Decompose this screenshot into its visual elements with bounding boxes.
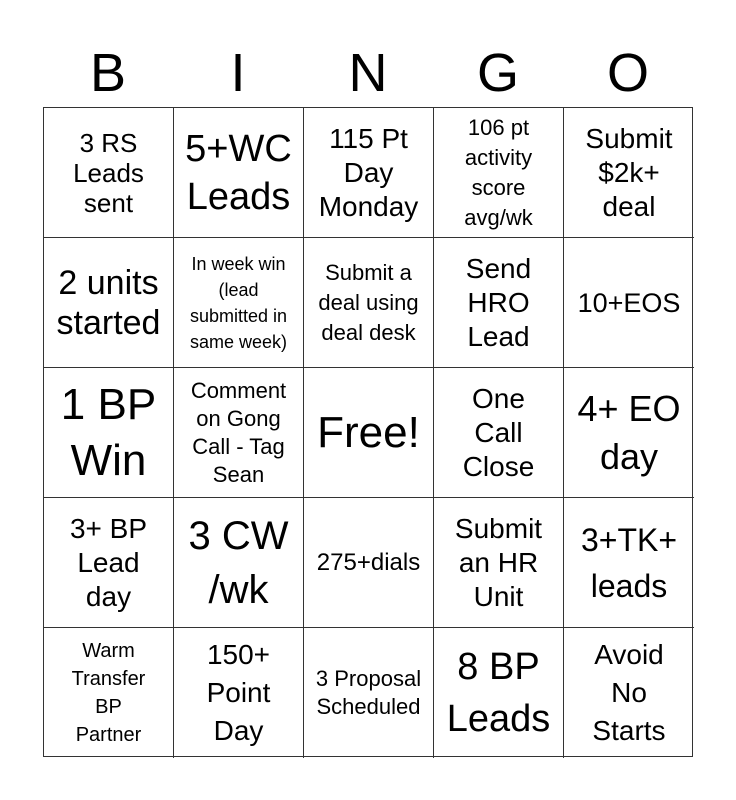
cell-text: 8 BP Leads: [446, 646, 551, 740]
bingo-cell[interactable]: [174, 108, 304, 238]
cell-text: Comment on Gong Call - Tag Sean: [190, 377, 287, 487]
bingo-cell[interactable]: [304, 108, 434, 238]
bingo-cell[interactable]: [434, 238, 564, 368]
bingo-cell[interactable]: [44, 368, 174, 498]
bingo-cell[interactable]: [304, 498, 434, 628]
bingo-cell[interactable]: [434, 498, 564, 628]
bingo-cell[interactable]: [564, 238, 694, 368]
cell-text: 3+TK+ leads: [580, 521, 678, 604]
cell-text: Warm Transfer BP Partner: [71, 640, 146, 746]
cell-text: Submit a deal using deal desk: [318, 259, 419, 345]
bingo-board: [43, 107, 693, 757]
cell-text: 2 units started: [56, 263, 161, 342]
cell-text: Submit an HR Unit: [454, 512, 543, 612]
header-letter-g: G: [476, 43, 519, 103]
header-letter-i: I: [230, 43, 246, 103]
bingo-cell[interactable]: [564, 628, 694, 758]
cell-text: Avoid No Starts: [592, 639, 666, 746]
bingo-cell[interactable]: [44, 108, 174, 238]
header-letter-b: B: [89, 43, 127, 103]
cell-text: Submit $2k+ deal: [585, 122, 673, 222]
bingo-cell[interactable]: [434, 628, 564, 758]
cell-text: 3+ BP Lead day: [69, 512, 148, 612]
bingo-cell[interactable]: [434, 108, 564, 238]
cell-text: 4+ EO day: [577, 387, 681, 477]
bingo-cell[interactable]: [564, 498, 694, 628]
bingo-cell[interactable]: [44, 628, 174, 758]
cell-text: Send HRO Lead: [465, 252, 532, 352]
bingo-cell[interactable]: [564, 108, 694, 238]
bingo-cell[interactable]: [174, 628, 304, 758]
bingo-cell[interactable]: [304, 238, 434, 368]
header-letter-n: N: [348, 43, 388, 103]
cell-text: 10+EOS: [577, 287, 681, 318]
cell-text: 3 Proposal Scheduled: [315, 666, 422, 719]
bingo-cell[interactable]: [174, 498, 304, 628]
cell-text: 3 RS Leads sent: [73, 127, 144, 218]
bingo-cell[interactable]: [304, 628, 434, 758]
cell-text: 5+WC Leads: [185, 127, 292, 218]
bingo-cell[interactable]: [174, 368, 304, 498]
cell-text: 1 BP Win: [60, 379, 157, 485]
cell-text: 3 CW /wk: [188, 513, 289, 612]
bingo-cell[interactable]: [44, 238, 174, 368]
cell-text: Free!: [317, 407, 420, 457]
cell-text: 275+dials: [316, 548, 421, 576]
bingo-cell[interactable]: [304, 368, 434, 498]
header-letter-o: O: [606, 43, 649, 103]
cell-text: 150+ Point Day: [206, 639, 271, 746]
bingo-cell[interactable]: [564, 368, 694, 498]
bingo-header: [43, 40, 693, 106]
cell-text: 106 pt activity score avg/wk: [464, 114, 533, 230]
bingo-cell[interactable]: [44, 498, 174, 628]
cell-text: One Call Close: [462, 382, 535, 482]
bingo-cell[interactable]: [174, 238, 304, 368]
bingo-cell[interactable]: [434, 368, 564, 498]
cell-text: 115 Pt Day Monday: [318, 122, 419, 222]
cell-text: In week win (lead submitted in same week): [189, 253, 288, 352]
